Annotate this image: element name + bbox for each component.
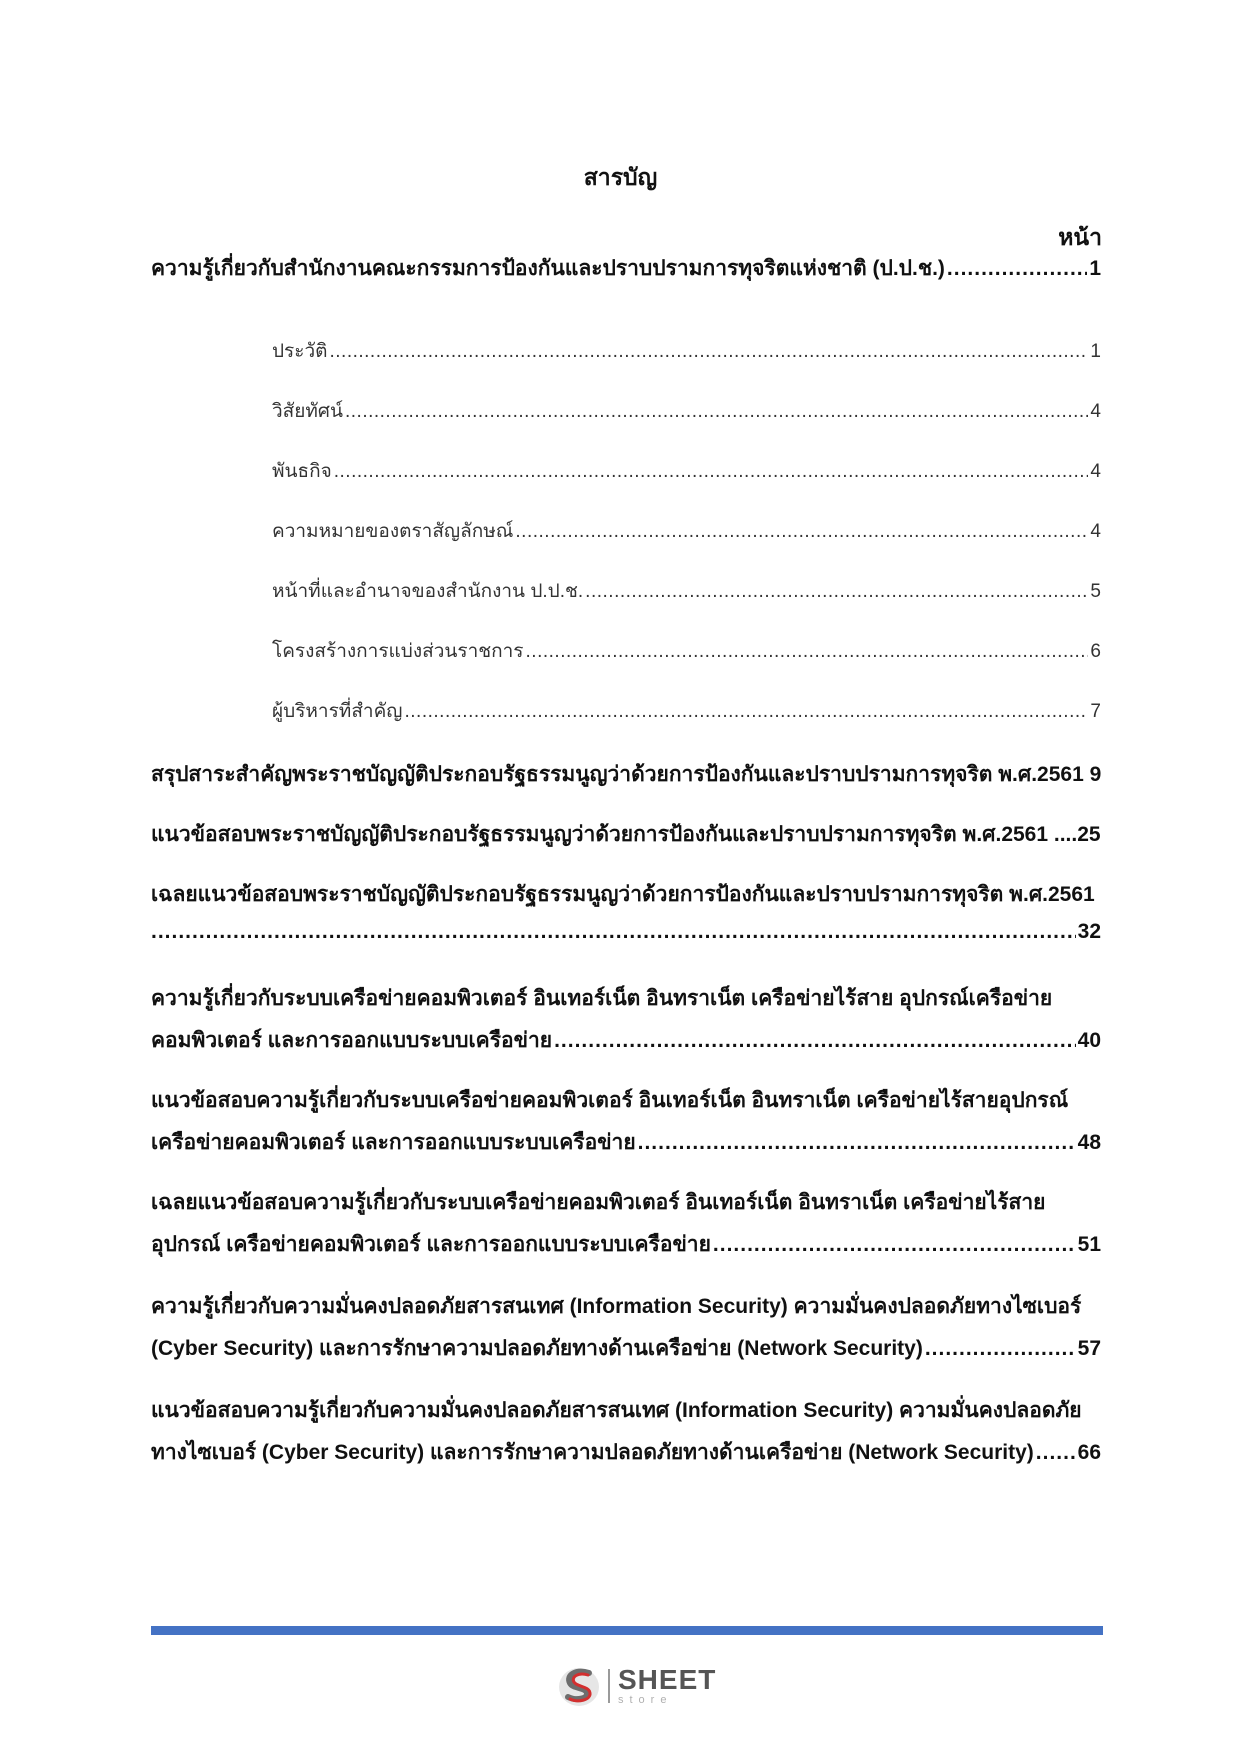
logo-wordmark: SHEET [618, 1664, 717, 1695]
toc-entry-line2[interactable] [151, 920, 1101, 944]
toc-entry-line2[interactable] [151, 1436, 1101, 1469]
logo-subtext: store [618, 1694, 673, 1706]
toc-entry-title: เครือข่ายคอมพิวเตอร์ และการออกแบบระบบเครือข่าย [151, 1131, 636, 1154]
toc-entry-title: อุปกรณ์ เครือข่ายคอมพิวเตอร์ และการออกแบบระบบเครือข่าย [151, 1233, 711, 1256]
toc-subentry-title: ความหมายของตราสัญลักษณ์ [272, 521, 514, 542]
dot-leader [585, 581, 1088, 603]
toc-subentry-title: วิสัยทัศน์ [272, 401, 343, 422]
toc-entry[interactable]: สรุปสาระสำคัญพระราชบัญญัติประกอบรัฐธรรมนูญว่าด้วยการป้องกันและปราบปรามการทุจริต พ.ศ.2561 9 [151, 763, 1101, 786]
toc-subentry-title: หน้าที่และอำนาจของสำนักงาน ป.ป.ช. [272, 581, 584, 602]
toc-subentry-title: โครงสร้างการแบ่งส่วนราชการ [272, 641, 524, 662]
toc-subentry[interactable] [272, 516, 1101, 546]
toc-subentry-page: 7 [1090, 701, 1101, 722]
toc-subentry-title: ประวัติ [272, 341, 328, 362]
dot-leader [329, 341, 1088, 363]
toc-entry-title: (Cyber Security) และการรักษาความปลอดภัยทางด้านเครือข่าย (Network Security) [151, 1337, 923, 1360]
toc-subentry-page: 4 [1090, 521, 1101, 542]
logo-separator [608, 1669, 610, 1703]
dot-leader [1036, 1441, 1076, 1465]
toc-entry-page: 48 [1077, 1131, 1101, 1154]
toc-entry-title: ทางไซเบอร์ (Cyber Security) และการรักษาความปลอดภัยทางด้านเครือข่าย (Network Security) [151, 1441, 1034, 1464]
toc-subentry-page: 4 [1090, 461, 1101, 482]
dot-leader [345, 401, 1088, 423]
toc-subentry-title: ผู้บริหารที่สำคัญ [272, 701, 403, 722]
toc-subentry[interactable] [272, 576, 1101, 606]
toc-entry-line1[interactable]: แนวข้อสอบความรู้เกี่ยวกับระบบเครือข่ายคอมพิวเตอร์ อินเทอร์เน็ต อินทราเน็ต เครือข่ายไร้สายอุปกรณ์ [151, 1089, 1069, 1112]
toc-subentry[interactable] [272, 636, 1101, 666]
footer-rule [151, 1626, 1103, 1635]
toc-subentry-page: 4 [1090, 401, 1101, 422]
dot-leader [713, 1233, 1076, 1257]
toc-subentry[interactable] [272, 336, 1101, 366]
toc-entry-page: 1 [1089, 257, 1101, 280]
toc-subentry[interactable] [272, 696, 1101, 726]
toc-entry-line2[interactable] [151, 1332, 1101, 1365]
toc-subentry-page: 1 [1090, 341, 1101, 362]
dot-leader [334, 461, 1089, 483]
dot-leader [526, 641, 1089, 663]
dot-leader [554, 1029, 1076, 1053]
toc-subentry-title: พันธกิจ [272, 461, 332, 482]
toc-title: สารบัญ [583, 164, 658, 190]
dot-leader [405, 701, 1089, 723]
toc-subentry-page: 6 [1090, 641, 1101, 662]
toc-entry-line1[interactable]: ความรู้เกี่ยวกับความมั่นคงปลอดภัยสารสนเทศ (Information Security) ความมั่นคงปลอดภัยทางไซเบอร์ [151, 1295, 1082, 1318]
dot-leader [638, 1131, 1076, 1155]
dot-leader [947, 257, 1087, 281]
toc-entry-title: คอมพิวเตอร์ และการออกแบบระบบเครือข่าย [151, 1029, 553, 1052]
toc-entry-page: 66 [1077, 1441, 1101, 1464]
toc-entry-page: 40 [1077, 1029, 1101, 1052]
toc-entry-page: 57 [1077, 1337, 1101, 1360]
toc-entry-title: ความรู้เกี่ยวกับสำนักงานคณะกรรมการป้องกันและปราบปรามการทุจริตแห่งชาติ (ป.ป.ช.) [151, 257, 945, 280]
toc-subentry-page: 5 [1090, 581, 1101, 602]
toc-entry-page: 32 [1077, 920, 1101, 943]
dot-leader [151, 920, 1076, 944]
toc-entry-line1[interactable]: แนวข้อสอบความรู้เกี่ยวกับความมั่นคงปลอดภัยสารสนเทศ (Information Security) ความมั่นคงปลอดภัย [151, 1399, 1082, 1422]
toc-entry-line2[interactable] [151, 1024, 1101, 1057]
page-column-header: หน้า [1058, 224, 1102, 250]
toc-subentry[interactable] [272, 456, 1101, 486]
toc-entry-line1[interactable]: เฉลยแนวข้อสอบความรู้เกี่ยวกับระบบเครือข่ายคอมพิวเตอร์ อินเทอร์เน็ต อินทราเน็ต เครือข่ายไร้สาย [151, 1191, 1046, 1214]
toc-entry[interactable]: แนวข้อสอบพระราชบัญญัติประกอบรัฐธรรมนูญว่าด้วยการป้องกันและปราบปรามการทุจริต พ.ศ.2561 ....25 [151, 823, 1101, 846]
toc-entry-line2[interactable] [151, 1228, 1101, 1261]
dot-leader [925, 1337, 1076, 1361]
toc-entry[interactable] [151, 252, 1101, 285]
toc-entry-line1[interactable]: ความรู้เกี่ยวกับระบบเครือข่ายคอมพิวเตอร์ อินเทอร์เน็ต อินทราเน็ต เครือข่ายไร้สาย อุปกรณ์เครือข่าย [151, 987, 1053, 1010]
toc-subentry[interactable] [272, 396, 1101, 426]
toc-entry-line1[interactable]: เฉลยแนวข้อสอบพระราชบัญญัติประกอบรัฐธรรมนูญว่าด้วยการป้องกันและปราบปรามการทุจริต พ.ศ.2561 [151, 883, 1095, 906]
dot-leader [515, 521, 1088, 543]
sheet-store-logo [556, 1660, 726, 1712]
toc-entry-page: 51 [1077, 1233, 1101, 1256]
toc-entry-line2[interactable] [151, 1126, 1101, 1159]
sheet-store-s-icon [556, 1663, 602, 1709]
